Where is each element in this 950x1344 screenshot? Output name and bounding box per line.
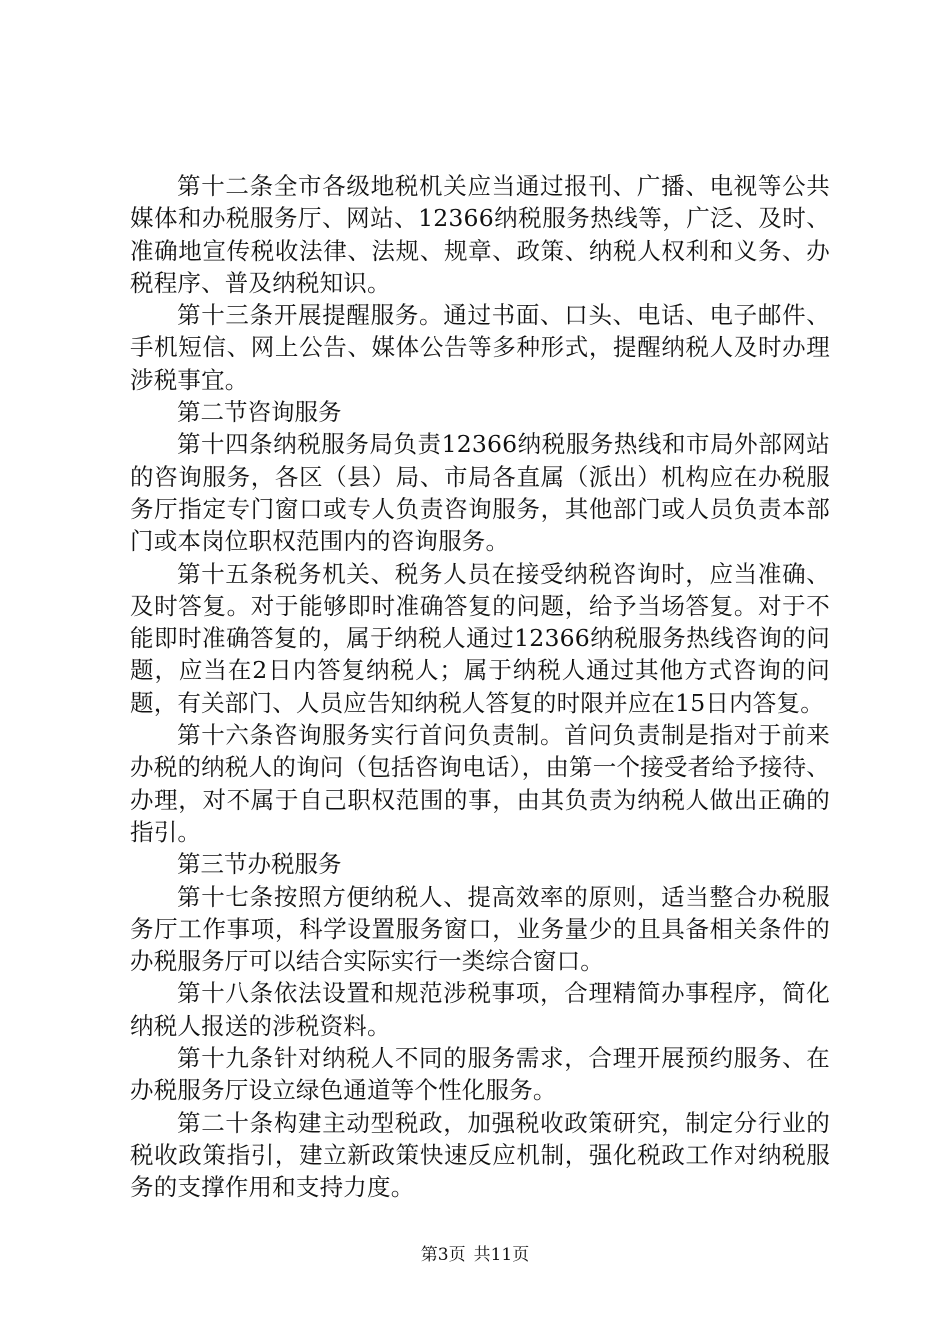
page-footer (0, 1243, 950, 1267)
article-19-paragraph: 第十九条针对纳税人不同的服务需求，合理开展预约服务、在办税服务厅设立绿色通道等个性化服务。 (130, 1044, 830, 1105)
article-20-paragraph: 第二十条构建主动型税政，加强税收政策研究，制定分行业的税收政策指引，建立新政策快速反应机制，强化税政工作对纳税服务的支撑作用和支持力度。 (130, 1108, 830, 1202)
page-total: 共11页 (473, 1245, 530, 1265)
article-18-paragraph: 第十八条依法设置和规范涉税事项，合理精简办事程序，简化纳税人报送的涉税资料。 (130, 979, 830, 1040)
article-17-paragraph: 第十七条按照方便纳税人、提高效率的原则，适当整合办税服务厅工作事项，科学设置服务窗口，业务量少的且具备相关条件的办税服务厅可以结合实际实行一类综合窗口。 (130, 882, 830, 976)
page-number: 第3页 (420, 1245, 466, 1265)
article-13-paragraph: 第十三条开展提醒服务。通过书面、口头、电话、电子邮件、手机短信、网上公告、媒体公告等多种形式，提醒纳税人及时办理涉税事宜。 (130, 301, 830, 394)
section-2-heading: 第二节咨询服务 (177, 398, 342, 427)
article-14-paragraph: 第十四条纳税服务局负责12366纳税服务热线和市局外部网站的咨询服务，各区（县）局、市局各直属（派出）机构应在办税服务厅指定专门窗口或专人负责咨询服务，其他部门或人员负责本部门或本岗位职权范围内的咨询服务。 (130, 430, 830, 556)
article-12-paragraph: 第十二条全市各级地税机关应当通过报刊、广播、电视等公共媒体和办税服务厅、网站、12366纳税服务热线等，广泛、及时、准确地宣传税收法律、法规、规章、政策、纳税人权利和义务、办税程序、普及纳税知识。 (130, 172, 830, 297)
section-3-heading: 第三节办税服务 (177, 850, 342, 879)
article-16-paragraph: 第十六条咨询服务实行首问负责制。首问负责制是指对于前来办税的纳税人的询问（包括咨询电话），由第一个接受者给予接待、办理，对不属于自己职权范围的事，由其负责为纳税人做出正确的指引。 (130, 721, 830, 846)
document-body (130, 170, 830, 1204)
article-15-paragraph: 第十五条税务机关、税务人员在接受纳税咨询时，应当准确、及时答复。对于能够即时准确答复的问题，给予当场答复。对于不能即时准确答复的，属于纳税人通过12366纳税服务热线咨询的问题，应当在2日内答复纳税人；属于纳税人通过其他方式咨询的问题，有关部门、人员应告知纳税人答复的时限并应在15日内答复。 (130, 559, 830, 717)
